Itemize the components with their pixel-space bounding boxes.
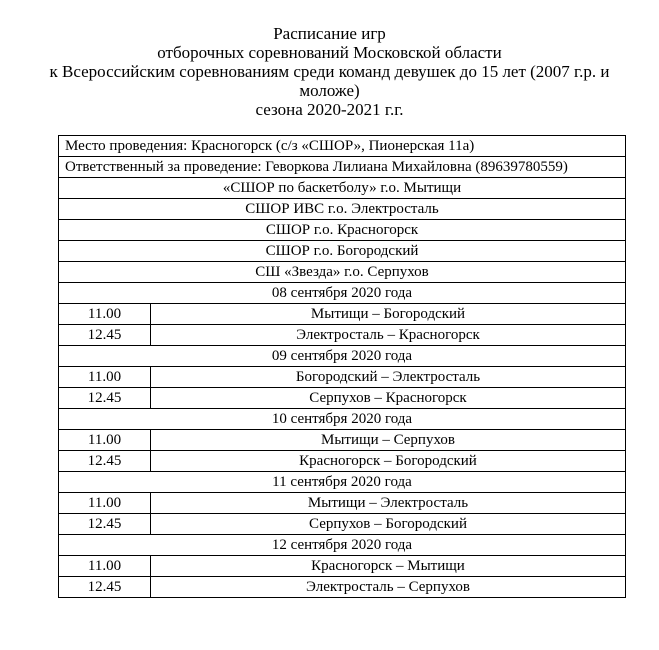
title-line-4: моложе): [299, 81, 360, 100]
game-match: Мытищи – Электросталь: [151, 493, 626, 514]
game-time: 11.00: [59, 367, 151, 388]
title-line-3: к Всероссийским соревнованиям среди команд девушек до 15 лет (2007 г.р. и: [49, 62, 610, 81]
game-time: 11.00: [59, 304, 151, 325]
team-name: СШ «Звезда» г.о. Серпухов: [59, 262, 626, 283]
title-line-1: Расписание игр: [273, 24, 386, 43]
game-time: 12.45: [59, 577, 151, 598]
team-row: [59, 241, 626, 262]
game-date: 11 сентября 2020 года: [59, 472, 626, 493]
game-row: [59, 577, 626, 598]
game-match: Серпухов – Красногорск: [151, 388, 626, 409]
game-row: [59, 304, 626, 325]
team-row: [59, 220, 626, 241]
game-match: Электросталь – Красногорск: [151, 325, 626, 346]
game-date: 10 сентября 2020 года: [59, 409, 626, 430]
title-line-5: сезона 2020-2021 г.г.: [255, 100, 404, 119]
game-row: [59, 451, 626, 472]
game-row: [59, 325, 626, 346]
game-row: [59, 388, 626, 409]
date-row: [59, 472, 626, 493]
game-time: 11.00: [59, 430, 151, 451]
game-date: 12 сентября 2020 года: [59, 535, 626, 556]
game-match: Богородский – Электросталь: [151, 367, 626, 388]
date-row: [59, 409, 626, 430]
game-match: Красногорск – Богородский: [151, 451, 626, 472]
game-time: 11.00: [59, 556, 151, 577]
game-row: [59, 493, 626, 514]
game-date: 09 сентября 2020 года: [59, 346, 626, 367]
game-time: 12.45: [59, 451, 151, 472]
game-time: 12.45: [59, 388, 151, 409]
team-row: [59, 199, 626, 220]
game-time: 12.45: [59, 514, 151, 535]
team-name: СШОР ИВС г.о. Электросталь: [59, 199, 626, 220]
team-name: «СШОР по баскетболу» г.о. Мытищи: [59, 178, 626, 199]
date-row: [59, 346, 626, 367]
venue-text: Место проведения: Красногорск (с/з «СШОР», Пионерская 11а): [59, 136, 626, 157]
game-row: [59, 367, 626, 388]
team-row: [59, 178, 626, 199]
game-match: Красногорск – Мытищи: [151, 556, 626, 577]
game-match: Электросталь – Серпухов: [151, 577, 626, 598]
team-name: СШОР г.о. Красногорск: [59, 220, 626, 241]
venue-row: [59, 136, 626, 157]
game-match: Мытищи – Серпухов: [151, 430, 626, 451]
team-name: СШОР г.о. Богородский: [59, 241, 626, 262]
game-time: 12.45: [59, 325, 151, 346]
game-time: 11.00: [59, 493, 151, 514]
document-title: [0, 24, 659, 119]
game-row: [59, 430, 626, 451]
schedule-table: [58, 135, 626, 598]
game-match: Серпухов – Богородский: [151, 514, 626, 535]
game-date: 08 сентября 2020 года: [59, 283, 626, 304]
date-row: [59, 535, 626, 556]
game-row: [59, 514, 626, 535]
game-match: Мытищи – Богородский: [151, 304, 626, 325]
game-row: [59, 556, 626, 577]
team-row: [59, 262, 626, 283]
date-row: [59, 283, 626, 304]
title-line-2: отборочных соревнований Московской области: [157, 43, 502, 62]
responsible-text: Ответственный за проведение: Геворкова Лилиана Михайловна (89639780559): [59, 157, 626, 178]
responsible-row: [59, 157, 626, 178]
